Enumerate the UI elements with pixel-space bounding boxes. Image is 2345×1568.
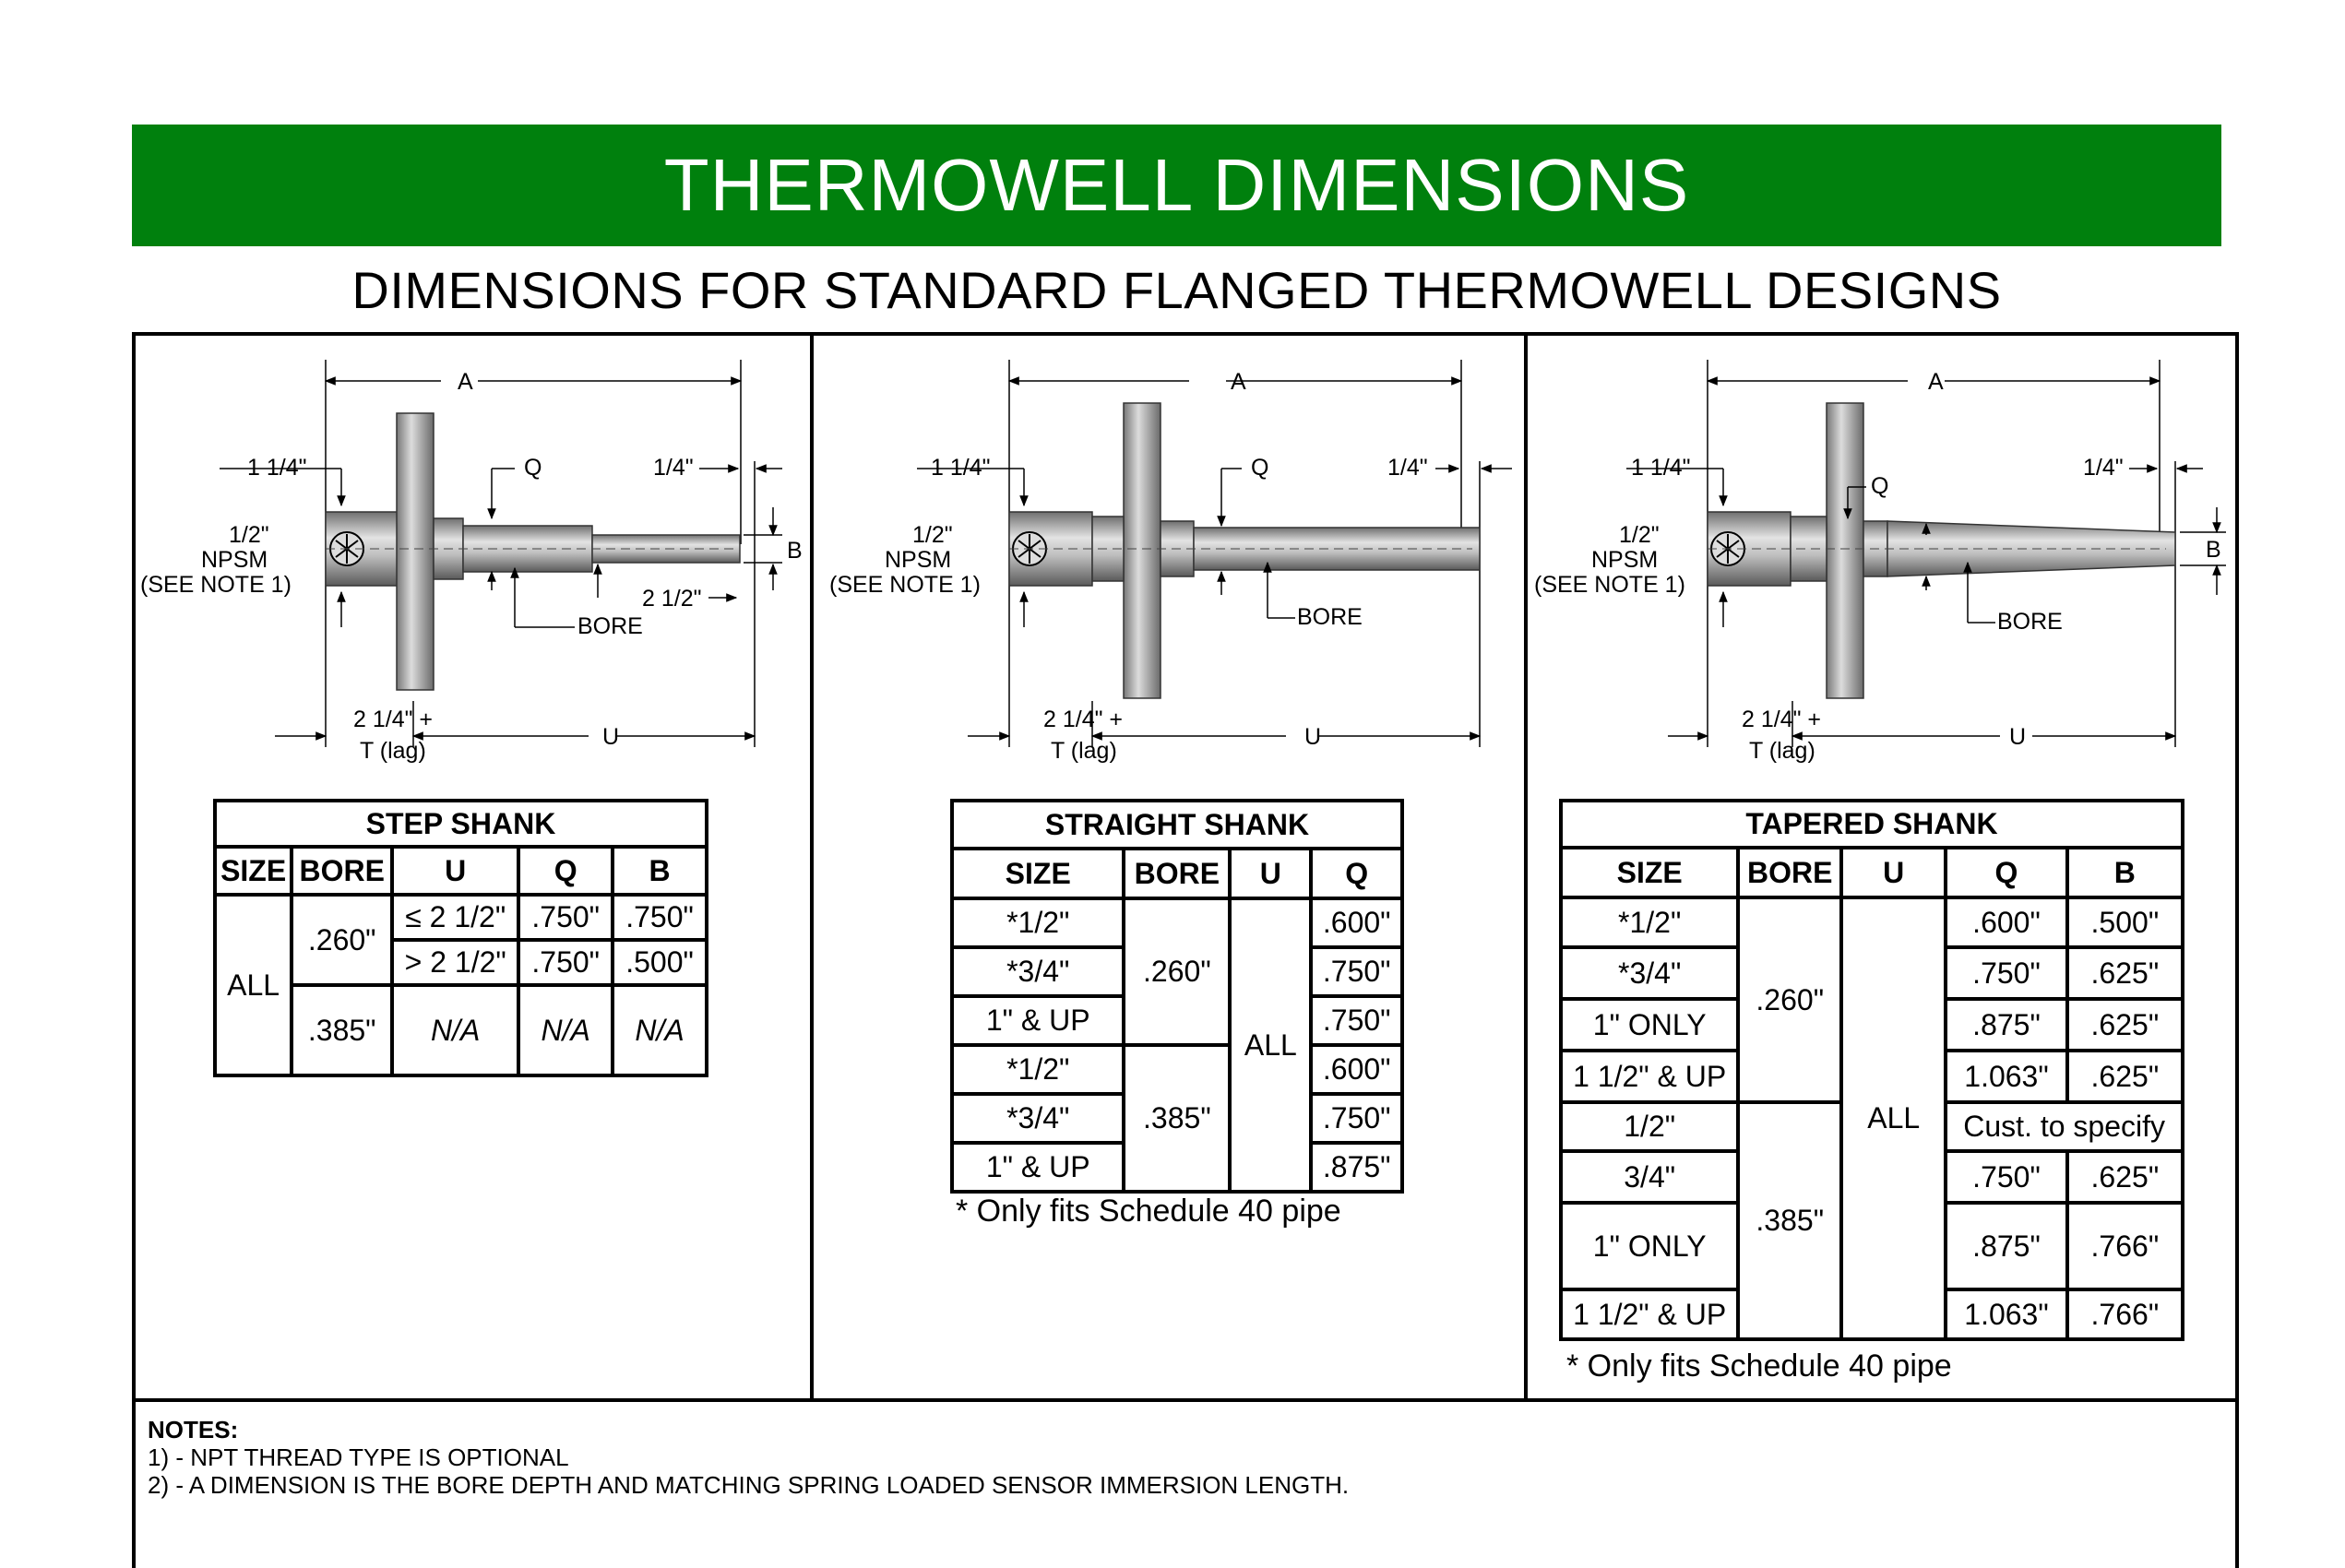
lag-label-2: T (lag) bbox=[1051, 738, 1117, 764]
table-cell: *3/4" bbox=[952, 947, 1124, 996]
table-cell: .600" bbox=[1311, 1045, 1402, 1094]
table-cell: ALL bbox=[1841, 897, 1946, 1339]
table-cell: ≤ 2 1/2" bbox=[392, 895, 518, 940]
table-cell: .750" bbox=[1946, 947, 2066, 999]
table-cell: .625" bbox=[2067, 1051, 2183, 1102]
table-title: STEP SHANK bbox=[215, 801, 707, 847]
npsm-size-label: 1/2" bbox=[1619, 522, 1660, 548]
dim-a-label: A bbox=[458, 369, 473, 395]
table-cell: 1" ONLY bbox=[1561, 999, 1738, 1051]
table-cell: .750" bbox=[1946, 1151, 2066, 1203]
table-cell: .750" bbox=[1311, 996, 1402, 1045]
table-cell: N/A bbox=[613, 985, 707, 1075]
table-cell: .766" bbox=[2067, 1289, 2183, 1339]
table-cell: .260" bbox=[1738, 897, 1841, 1102]
dim-a-label: A bbox=[1231, 369, 1246, 395]
tapered-footnote: * Only fits Schedule 40 pipe bbox=[1566, 1348, 1952, 1384]
bore-label: BORE bbox=[577, 613, 643, 639]
table-cell: .260" bbox=[292, 895, 392, 985]
straight-thermowell-body bbox=[1009, 403, 1480, 698]
table-cell: *1/2" bbox=[1561, 897, 1738, 947]
dim-a-label: A bbox=[1928, 369, 1944, 395]
table-cell: 1.063" bbox=[1946, 1051, 2066, 1102]
table-cell: 1" ONLY bbox=[1561, 1203, 1738, 1289]
table-cell: *1/2" bbox=[952, 1045, 1124, 1094]
lag-label-1: 2 1/4" + bbox=[353, 707, 434, 732]
npsm-size-label: 1/2" bbox=[912, 522, 953, 548]
table-cell: .385" bbox=[1124, 1045, 1230, 1192]
col-header-size: SIZE bbox=[952, 849, 1124, 898]
npsm-size-label: 1/2" bbox=[229, 522, 269, 548]
table-cell: .750" bbox=[518, 940, 613, 985]
npsm-label: NPSM bbox=[201, 547, 268, 573]
table-cell: .500" bbox=[2067, 897, 2183, 947]
table-cell: .600" bbox=[1946, 897, 2066, 947]
table-cell: .875" bbox=[1946, 999, 2066, 1051]
lag-label-1: 2 1/4" + bbox=[1742, 707, 1822, 732]
dim-tip-label: 1/4" bbox=[1387, 455, 1428, 481]
table-cell: *3/4" bbox=[952, 1094, 1124, 1143]
col-header-u: U bbox=[1841, 848, 1946, 897]
table-cell: N/A bbox=[392, 985, 518, 1075]
table-cell: Cust. to specify bbox=[1946, 1102, 2183, 1151]
table-cell: *3/4" bbox=[1561, 947, 1738, 999]
table-cell: 1 1/2" & UP bbox=[1561, 1051, 1738, 1102]
table-cell: 1" & UP bbox=[952, 996, 1124, 1045]
table-title: STRAIGHT SHANK bbox=[952, 801, 1402, 849]
table-cell: .600" bbox=[1311, 898, 1402, 947]
table-cell: > 2 1/2" bbox=[392, 940, 518, 985]
tapered-shank-table bbox=[1559, 799, 2184, 1341]
notes-section bbox=[148, 1416, 1349, 1499]
page-subtitle: DIMENSIONS FOR STANDARD FLANGED THERMOWELL DESIGNS bbox=[351, 261, 2002, 319]
note-item: 2) - A DIMENSION IS THE BORE DEPTH AND MATCHING SPRING LOADED SENSOR IMMERSION LENGTH. bbox=[148, 1471, 1350, 1499]
dim-u-label: U bbox=[602, 724, 620, 750]
table-cell: .750" bbox=[1311, 947, 1402, 996]
dim-q-label: Q bbox=[1251, 455, 1269, 481]
step-shank-drawing bbox=[137, 350, 805, 775]
table-cell: .750" bbox=[613, 895, 707, 940]
table-cell: .625" bbox=[2067, 947, 2183, 999]
dim-tip-label: 1/4" bbox=[2083, 455, 2124, 481]
col-header-size: SIZE bbox=[1561, 848, 1738, 897]
col-header-q: Q bbox=[1311, 849, 1402, 898]
notes-divider bbox=[132, 1398, 2239, 1402]
page-banner bbox=[132, 125, 2221, 246]
table-title: TAPERED SHANK bbox=[1561, 801, 2183, 848]
col-header-b: B bbox=[613, 847, 707, 895]
see-note-label: (SEE NOTE 1) bbox=[140, 572, 292, 598]
dim-b-label: B bbox=[2206, 537, 2221, 563]
table-cell: 3/4" bbox=[1561, 1151, 1738, 1203]
dim-tip-label: 1/4" bbox=[653, 455, 694, 481]
npsm-label: NPSM bbox=[1591, 547, 1659, 573]
col-header-b: B bbox=[2067, 848, 2183, 897]
table-cell: .875" bbox=[1311, 1143, 1402, 1192]
col-header-q: Q bbox=[1946, 848, 2066, 897]
table-cell: ALL bbox=[215, 895, 292, 1075]
notes-heading: NOTES: bbox=[148, 1416, 239, 1443]
panel-divider-right bbox=[1524, 332, 1528, 1402]
table-cell: .500" bbox=[613, 940, 707, 985]
col-header-size: SIZE bbox=[215, 847, 292, 895]
see-note-label: (SEE NOTE 1) bbox=[1534, 572, 1685, 598]
col-header-bore: BORE bbox=[1738, 848, 1841, 897]
col-header-u: U bbox=[1230, 849, 1311, 898]
col-header-bore: BORE bbox=[292, 847, 392, 895]
step-length-label: 2 1/2" bbox=[642, 586, 702, 612]
table-cell: .875" bbox=[1946, 1203, 2066, 1289]
table-cell: .625" bbox=[2067, 999, 2183, 1051]
table-cell: *1/2" bbox=[952, 898, 1124, 947]
tapered-thermowell-body bbox=[1708, 403, 2175, 698]
table-cell: 1" & UP bbox=[952, 1143, 1124, 1192]
note-item: 1) - NPT THREAD TYPE IS OPTIONAL bbox=[148, 1443, 569, 1471]
col-header-bore: BORE bbox=[1124, 849, 1230, 898]
col-header-q: Q bbox=[518, 847, 613, 895]
lag-label-1: 2 1/4" + bbox=[1043, 707, 1124, 732]
straight-shank-drawing bbox=[815, 350, 1520, 775]
table-cell: 1/2" bbox=[1561, 1102, 1738, 1151]
table-cell: N/A bbox=[518, 985, 613, 1075]
table-cell: .750" bbox=[518, 895, 613, 940]
table-cell: .385" bbox=[1738, 1102, 1841, 1339]
dim-shoulder-label: 1 1/4" bbox=[247, 455, 307, 481]
dim-b-label: B bbox=[787, 538, 803, 564]
lag-label-2: T (lag) bbox=[360, 738, 426, 764]
table-cell: 1.063" bbox=[1946, 1289, 2066, 1339]
straight-shank-table bbox=[950, 799, 1404, 1194]
table-cell: .766" bbox=[2067, 1203, 2183, 1289]
bore-label: BORE bbox=[1997, 609, 2063, 635]
page-title: THERMOWELL DIMENSIONS bbox=[663, 144, 1690, 226]
table-cell: .625" bbox=[2067, 1151, 2183, 1203]
table-cell: 1 1/2" & UP bbox=[1561, 1289, 1738, 1339]
table-cell: ALL bbox=[1230, 898, 1311, 1192]
dim-u-label: U bbox=[1304, 724, 1322, 750]
lag-label-2: T (lag) bbox=[1749, 738, 1815, 764]
panel-divider-left bbox=[810, 332, 814, 1402]
dim-shoulder-label: 1 1/4" bbox=[1631, 455, 1691, 481]
table-cell: .750" bbox=[1311, 1094, 1402, 1143]
bore-label: BORE bbox=[1297, 604, 1363, 630]
col-header-u: U bbox=[392, 847, 518, 895]
dim-shoulder-label: 1 1/4" bbox=[931, 455, 991, 481]
npsm-label: NPSM bbox=[885, 547, 952, 573]
table-cell: .385" bbox=[292, 985, 392, 1075]
straight-footnote: * Only fits Schedule 40 pipe bbox=[956, 1194, 1341, 1229]
dim-u-label: U bbox=[2009, 724, 2027, 750]
tapered-shank-drawing bbox=[1530, 350, 2234, 775]
dim-q-label: Q bbox=[1871, 473, 1889, 499]
dim-q-label: Q bbox=[524, 455, 542, 481]
step-shank-table bbox=[213, 799, 708, 1077]
see-note-label: (SEE NOTE 1) bbox=[829, 572, 981, 598]
table-cell: .260" bbox=[1124, 898, 1230, 1045]
